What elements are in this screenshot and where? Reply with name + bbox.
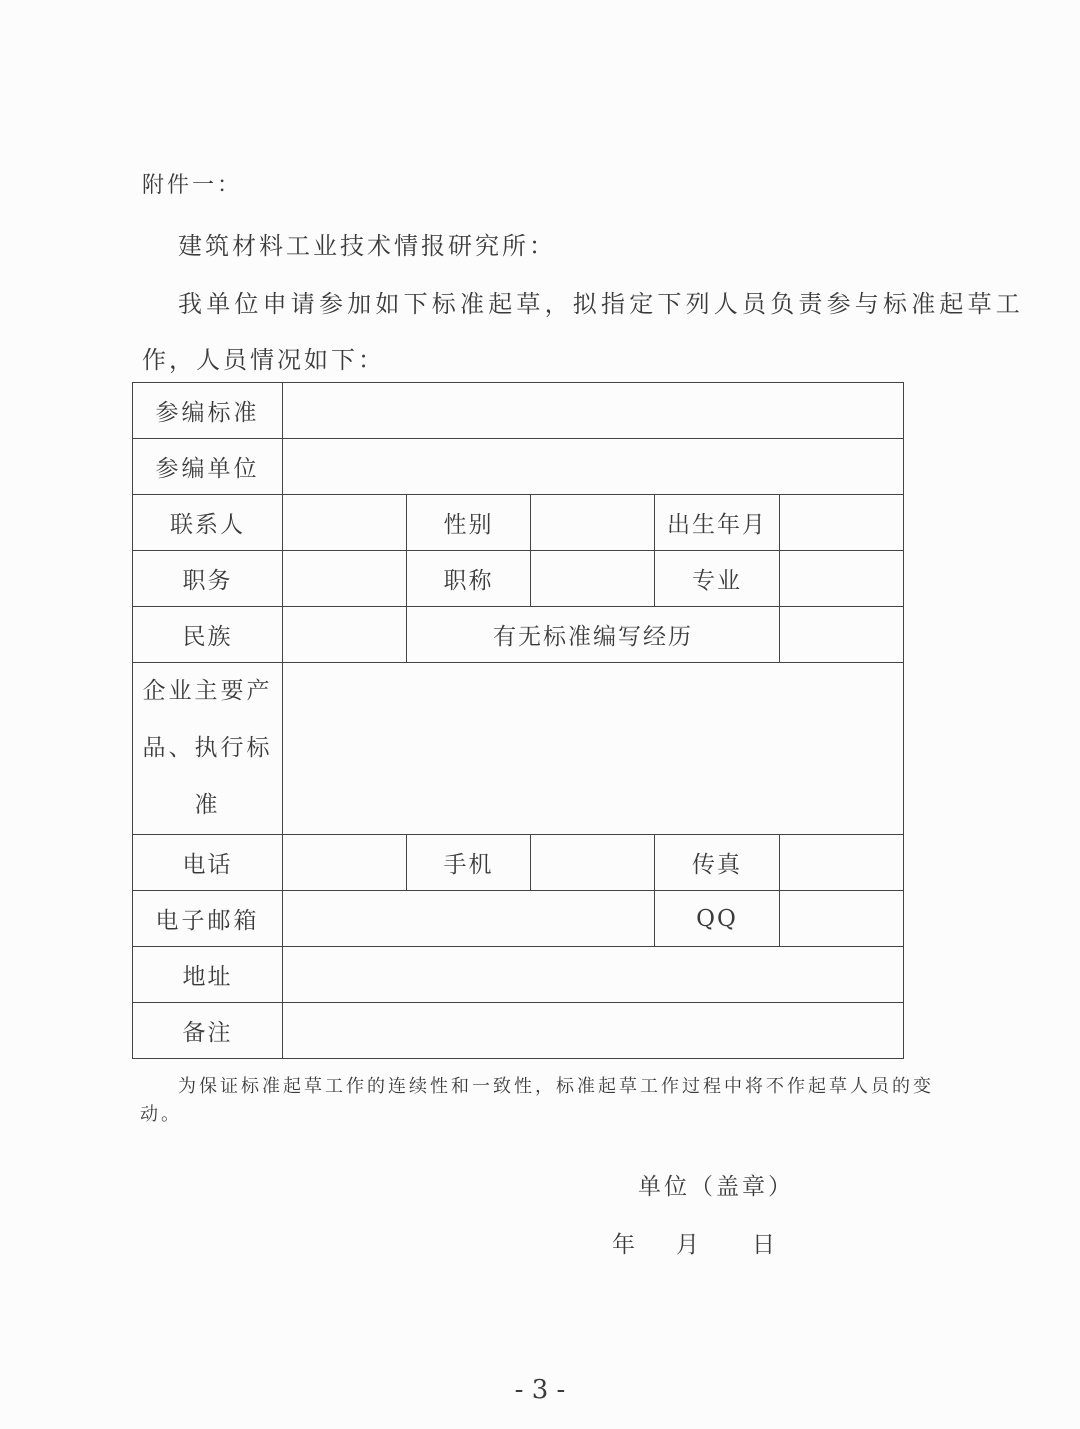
address-label: 地址: [133, 947, 283, 1003]
month-label: 月: [676, 1232, 699, 1258]
products-value-cell[interactable]: [283, 663, 904, 835]
address-value-cell[interactable]: [283, 947, 904, 1003]
table-row: [133, 495, 904, 551]
products-label: [133, 663, 283, 835]
products-label-line-2: 品、执行标: [142, 735, 273, 761]
table-row: [133, 663, 904, 835]
title-label: 职称: [407, 551, 531, 607]
attachment-label: 附件一：: [142, 173, 243, 198]
day-label: 日: [752, 1232, 775, 1258]
mobile-value-cell[interactable]: [531, 835, 655, 891]
body-line-2: 作，人员情况如下：: [142, 346, 385, 374]
table-row: [133, 835, 904, 891]
table-row: [133, 607, 904, 663]
mobile-label: 手机: [407, 835, 531, 891]
email-value-cell[interactable]: [283, 891, 655, 947]
unit-value-cell[interactable]: [283, 439, 904, 495]
experience-label: 有无标准编写经历: [407, 607, 780, 663]
table-row: [133, 947, 904, 1003]
unit-label: 参编单位: [133, 439, 283, 495]
application-form-table: [132, 382, 904, 1059]
phone-value-cell[interactable]: [283, 835, 407, 891]
qq-label: QQ: [655, 891, 780, 947]
table-row: [133, 551, 904, 607]
remarks-value-cell[interactable]: [283, 1003, 904, 1059]
title-value-cell[interactable]: [531, 551, 655, 607]
addressee: 建筑材料工业技术情报研究所：: [178, 232, 556, 260]
table-row: [133, 891, 904, 947]
remarks-label: 备注: [133, 1003, 283, 1059]
ethnicity-value-cell[interactable]: [283, 607, 407, 663]
ethnicity-label: 民族: [133, 607, 283, 663]
table-row: [133, 1003, 904, 1059]
birth-label: 出生年月: [655, 495, 780, 551]
position-value-cell[interactable]: [283, 551, 407, 607]
standard-label: 参编标准: [133, 383, 283, 439]
birth-value-cell[interactable]: [780, 495, 904, 551]
gender-label: 性别: [407, 495, 531, 551]
page-number: - 3 -: [514, 1375, 566, 1405]
year-label: 年: [612, 1232, 635, 1258]
products-label-line-3: 准: [194, 792, 221, 818]
experience-value-cell[interactable]: [780, 607, 904, 663]
major-value-cell[interactable]: [780, 551, 904, 607]
qq-value-cell[interactable]: [780, 891, 904, 947]
fax-label: 传真: [655, 835, 780, 891]
table-row: [133, 439, 904, 495]
body-line-1: 我单位申请参加如下标准起草，拟指定下列人员负责参与标准起草工: [178, 290, 1024, 318]
standard-value-cell[interactable]: [283, 383, 904, 439]
contact-value-cell[interactable]: [283, 495, 407, 551]
unit-seal-label: 单位（盖章）: [638, 1174, 794, 1200]
gender-value-cell[interactable]: [531, 495, 655, 551]
fax-value-cell[interactable]: [780, 835, 904, 891]
contact-label: 联系人: [133, 495, 283, 551]
footnote: 为保证标准起草工作的连续性和一致性，标准起草工作过程中将不作起草人员的变动。: [140, 1076, 934, 1125]
email-label: 电子邮箱: [133, 891, 283, 947]
table-row: [133, 383, 904, 439]
products-label-line-1: 企业主要产: [142, 678, 273, 704]
phone-label: 电话: [133, 835, 283, 891]
major-label: 专业: [655, 551, 780, 607]
position-label: 职务: [133, 551, 283, 607]
